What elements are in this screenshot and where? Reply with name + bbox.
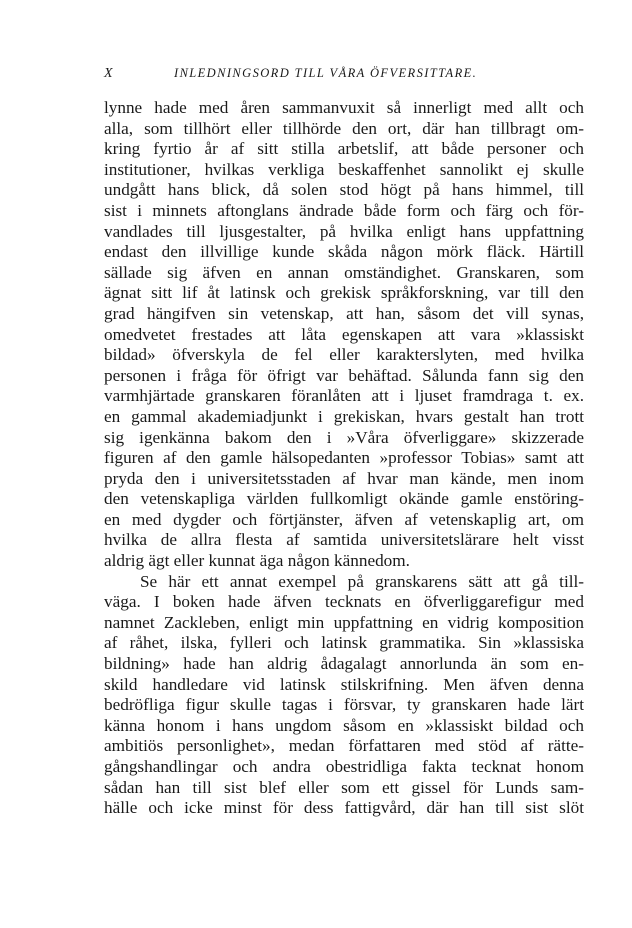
text-line: vandlades till ljusgestalter, på hvilka enligt hans uppfattning [104, 221, 584, 241]
text-line: personen i fråga för öfrigt var behäftad. Sålunda fann sig den [104, 365, 584, 385]
text-line: en med dygder och förtjänster, äfven af vetenskaplig art, om [104, 509, 584, 529]
text-line: sig igenkänna bakom den i »Våra öfverliggare» skizzerade [104, 427, 584, 447]
text-line: hälle och icke minst för dess fattigvård, där han till sist slöt [104, 798, 584, 818]
text-line: omedvetet frestades att låta egenskapen att vara »klassiskt [104, 324, 584, 344]
text-line: skild handledare vid latinsk stilskrifning. Men äfven denna [104, 674, 584, 694]
text-line: alla, som tillhört eller tillhörde den ort, där han tillbragt om- [104, 118, 584, 138]
paragraph [104, 98, 584, 572]
text-line: en gammal akademiadjunkt i grekiskan, hvars gestalt han trott [104, 406, 584, 426]
running-title: INLEDNINGSORD TILL VÅRA ÖFVERSITTARE. [174, 66, 478, 80]
text-line: känna honom i hans ungdom såsom en »klassiskt bildad och [104, 715, 584, 735]
text-line: den vetenskapliga världen fullkomligt okände gamle enstöring- [104, 489, 584, 509]
page-header [104, 66, 584, 86]
text-line: grad hängifven sin vetenskap, att han, såsom det vill synas, [104, 303, 584, 323]
text-line: lynne hade med åren sammanvuxit så innerligt med allt och [104, 98, 584, 117]
paragraph [104, 572, 584, 819]
text-line: ägnat sitt lif åt latinsk och grekisk språkforskning, var till den [104, 283, 584, 303]
page-number: X [104, 66, 114, 81]
text-line: undgått hans blick, då solen stod högt på hans himmel, till [104, 180, 584, 200]
text-line: aldrig ägt eller kunnat äga någon kännedom. [104, 551, 410, 571]
text-line: gångshandlingar och andra obestridliga fakta tecknat honom [104, 757, 584, 776]
text-line: namnet Zackleben, enligt min uppfattning en vidrig komposition [104, 612, 584, 632]
text-line: sällade sig äfven en annan omständighet. Granskaren, som [104, 262, 584, 282]
body-text [104, 98, 584, 819]
text-line: figuren af den gamle hälsopedanten »professor Tobias» samt att [104, 448, 584, 468]
text-line: institutioner, hvilkas verkliga beskaffenhet sannolikt ej skulle [104, 159, 584, 179]
text-line: pryda den i universitetsstaden af hvar man kände, men inom [104, 468, 584, 488]
text-line: endast den illvillige kunde skåda någon mörk fläck. Härtill [104, 242, 584, 262]
text-line: af råhet, ilska, fylleri och latinsk grammatika. Sin »klassiska [104, 633, 584, 653]
text-line: kring fyrtio år af sitt stilla arbetslif, att både personer och [104, 139, 584, 159]
text-line: väga. I boken hade äfven tecknats en öfverliggarefigur med [104, 592, 584, 612]
text-line: ambitiös personlighet», medan författaren med stöd af rätte- [104, 736, 584, 756]
text-line: varmhjärtade granskaren föranlåten att i ljuset framdraga t. ex. [104, 386, 584, 406]
text-line: sist i minnets aftonglans ändrade både form och färg och för- [104, 200, 584, 220]
text-line: hvilka de allra flesta af samtida universitetslärare helt visst [104, 530, 584, 550]
text-line: Se här ett annat exempel på granskarens sätt att gå till- [140, 571, 584, 591]
text-line: bedröfliga figur skulle tagas i försvar, ty granskaren hade lärt [104, 695, 584, 715]
text-line: sådan han till sist blef eller som ett gissel för Lunds sam- [104, 777, 584, 797]
text-line: bildad» öfverskyla de fel eller karakterslyten, med hvilka [104, 345, 584, 365]
text-line: bildning» hade han aldrig ådagalagt annorlunda än som en- [104, 654, 584, 674]
